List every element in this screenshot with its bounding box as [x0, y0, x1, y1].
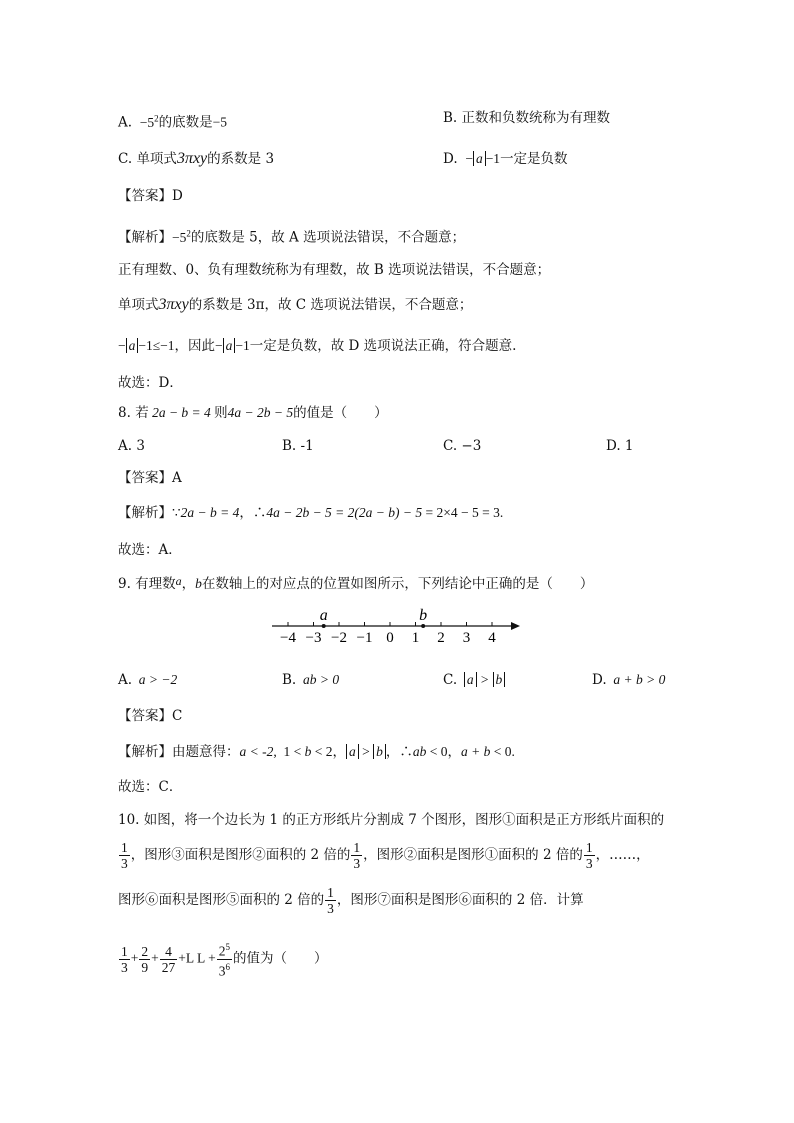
stem-text: ，图形⑦面积是图形⑥面积的 2 倍．计算	[336, 892, 584, 908]
option-label: C.	[118, 151, 133, 167]
q7-choose: 故选：D．	[118, 375, 183, 391]
q8-analysis: 【解析】∵2a − b = 4，∴4a − 2b − 5 = 2(2a − b) − 5 = 2×4 − 5 = 3.	[118, 505, 504, 521]
stem-text: 的值是（ ）	[293, 405, 388, 421]
q8-option-d: D. 1	[606, 438, 634, 454]
analysis-label: 【解析】	[118, 744, 172, 760]
option-label: A.	[118, 114, 133, 131]
fraction: $\frac{1}{3}$	[327, 885, 334, 916]
option-label: A.	[118, 672, 133, 688]
fraction: $\frac{1}{3}$	[585, 840, 593, 871]
axis-tick-label: 1	[411, 630, 420, 646]
stem-text: 9. 有理数	[118, 576, 176, 592]
q9-option-c: C. a > b	[443, 670, 505, 690]
q7-option-b	[443, 108, 610, 128]
stem-text: ，	[181, 576, 196, 592]
analysis-text: 的底数是 5，故 A 选项说法错误，不合题意；	[190, 229, 466, 246]
fraction: $\frac{1}{3}$	[121, 840, 128, 871]
stem-text: 若	[135, 405, 149, 421]
fraction: $\frac{2}{9}$	[141, 943, 149, 975]
axis-tick-label: 3	[462, 630, 471, 646]
question-number: 8.	[118, 405, 131, 421]
point-b-label: b	[419, 607, 428, 624]
q9-option-b: B. ab > 0	[282, 672, 340, 688]
option-text: 的底数是	[158, 114, 213, 131]
q9-option-d: D. a + b > 0	[592, 672, 666, 688]
analysis-label: 【解析】	[118, 229, 172, 246]
fraction: $\frac{4}{27}$	[161, 943, 176, 975]
q10-stem-line4: $\frac{1}{3}$ + $\frac{2}{9}$ + $\frac{4}{27}$ +L L + $\frac{2^5}{3^6}$ 的值为（ ）	[121, 942, 328, 978]
axis-tick-label: −1	[356, 630, 373, 646]
fraction: $\frac{2^5}{3^6}$	[218, 942, 230, 978]
axis-tick-label: −3	[305, 630, 322, 646]
option-text: 单项式	[136, 151, 177, 167]
q10-stem-line1: 10. 如图，将一个边长为 1 的正方形纸片分割成 7 个图形，图形①面积是正方形纸片面积的	[118, 812, 665, 828]
stem-text: 图形⑥面积是图形⑤面积的 2 倍的	[118, 892, 325, 908]
analysis-text: 单项式	[118, 297, 159, 313]
q8-option-a: A. 3	[118, 438, 145, 454]
q10-stem-line3	[118, 885, 584, 916]
stem-text: 的值为（ ）	[232, 950, 328, 967]
point-b-dot	[421, 624, 425, 628]
option-text: 一定是负数	[500, 151, 568, 167]
stem-text: ，图形③面积是图形②面积的 2 倍的	[130, 847, 351, 863]
q9-option-a: A. a > −2	[118, 672, 178, 688]
option-text: 正数和负数统称为有理数	[461, 110, 611, 126]
q8-answer: 【答案】A	[118, 470, 182, 486]
fraction: $\frac{1}{3}$	[353, 840, 361, 871]
q10-stem-line2	[118, 840, 650, 871]
q8-option-b: B. -1	[282, 438, 314, 454]
stem-text: ，图形②面积是图形①面积的 2 倍的	[363, 847, 583, 863]
q7-answer: 【答案】D	[118, 188, 183, 204]
stem-text: 在数轴上的对应点的位置如图所示，下列结论中正确的是（ ）	[201, 576, 594, 592]
axis-tick-label: −2	[331, 630, 347, 646]
q8-choose: 故选：A．	[118, 542, 182, 558]
q9-answer: 【答案】C	[118, 708, 183, 724]
point-a-label: a	[319, 607, 328, 624]
q7-option-d: D. − a −1一定是负数	[443, 151, 568, 167]
option-label: B.	[282, 672, 297, 688]
option-label: D.	[443, 151, 458, 167]
stem-text: ，……，	[595, 847, 650, 863]
analysis-text: 一定是负数，故 D 选项说法正确，符合题意.	[249, 338, 517, 354]
q9-stem: 9. 有理数a，b在数轴上的对应点的位置如图所示，下列结论中正确的是（ ）	[118, 574, 594, 592]
analysis-text: 的系数是 3π，故 C 选项说法错误，不合题意；	[188, 297, 473, 313]
q7-analysis-1: 【解析】$-5^2$的底数是 5，故 A 选项说法错误，不合题意；	[118, 228, 466, 246]
option-label: C.	[443, 672, 458, 688]
analysis-text: ，因此	[174, 338, 216, 354]
option-label: D.	[592, 672, 607, 688]
point-a-dot	[322, 624, 326, 628]
axis-tick-label: 4	[488, 630, 496, 646]
q9-choose: 故选：C．	[118, 779, 183, 795]
axis-tick-label: −4	[280, 630, 296, 646]
q7-option-a: A. $-5^2$的底数是−5	[118, 113, 227, 131]
q8-option-c: C. −3	[443, 438, 482, 454]
q7-analysis-4: − a −1≤−1，因此− a −1一定是负数，故 D 选项说法正确，符合题意.	[118, 338, 517, 354]
analysis-label: 【解析】	[118, 505, 172, 521]
q7-analysis-3: 单项式3πxy的系数是 3π，故 C 选项说法错误，不合题意；	[118, 296, 473, 313]
number-line-figure	[262, 600, 532, 648]
q7-option-c: C. 单项式3πxy的系数是 3	[118, 150, 275, 167]
analysis-text: 由题意得：	[172, 744, 240, 760]
fraction: $\frac{1}{3}$	[121, 943, 128, 975]
axis-tick-label: 0	[386, 630, 394, 646]
q8-stem: 8. 若 2a − b = 4 则4a − 2b − 5的值是（ ）	[118, 405, 388, 421]
arrow-icon	[511, 622, 520, 630]
axis-tick-label: 2	[437, 630, 445, 646]
stem-text: 则	[214, 405, 228, 421]
q9-analysis: 【解析】由题意得：a < -2, 1 < b < 2， a > b ，∴ab < 0，a + b < 0.	[118, 744, 515, 760]
option-label: B.	[443, 110, 458, 126]
option-text: 的系数是 3	[207, 151, 275, 167]
q7-analysis-2: 正有理数、0、负有理数统称为有理数，故 B 选项说法错误，不合题意；	[118, 262, 551, 278]
